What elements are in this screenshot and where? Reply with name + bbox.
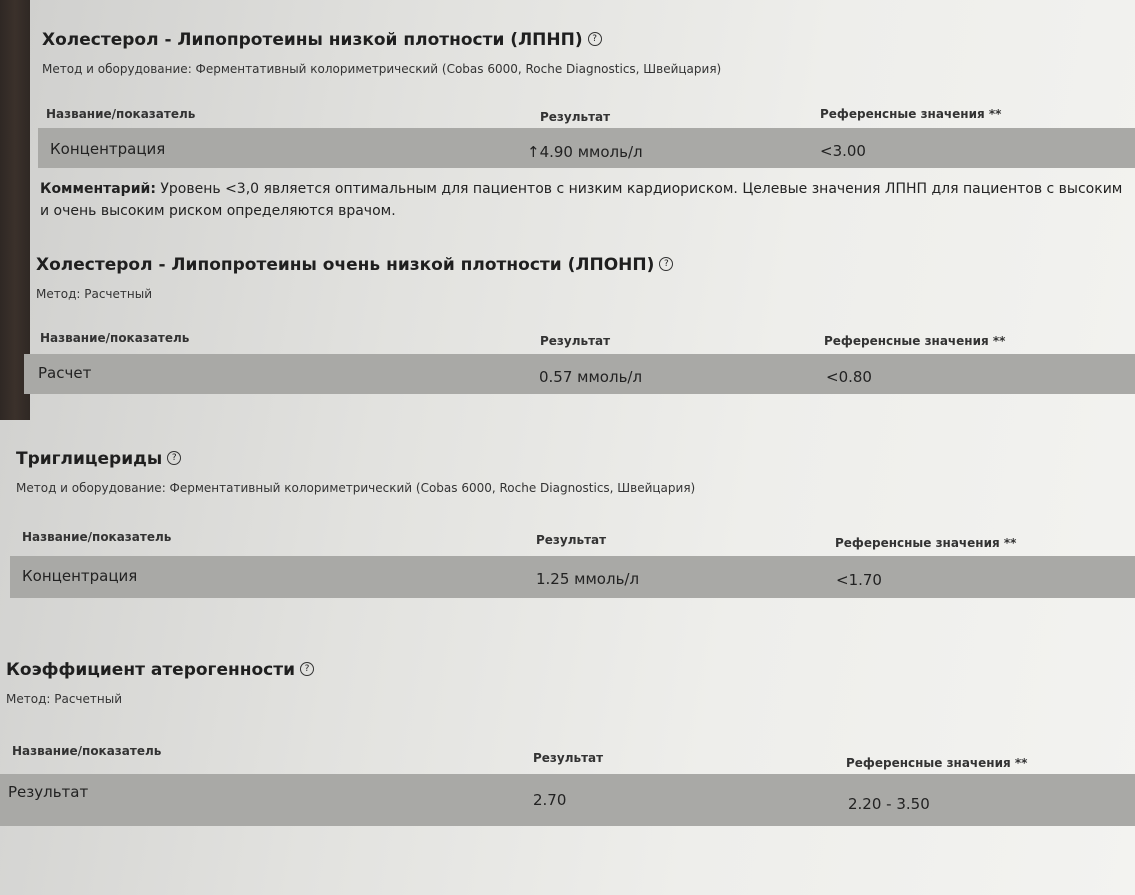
section-title-text: Холестерол - Липопротеины низкой плотности (ЛПНП) [42, 30, 583, 50]
col-header-result: Результат [540, 334, 611, 348]
section-title-text: Холестерол - Липопротеины очень низкой плотности (ЛПОНП) [36, 255, 655, 275]
help-icon[interactable]: ? [588, 32, 602, 46]
row-name-ldl: Концентрация [50, 140, 166, 158]
row-ref-atherogenic: 2.20 - 3.50 [848, 795, 930, 813]
col-header-result: Результат [536, 533, 607, 547]
section-title-text: Триглицериды [16, 449, 163, 469]
comment-label: Комментарий: [40, 181, 156, 197]
row-result-triglycerides: 1.25 ммоль/л [536, 570, 640, 588]
help-icon[interactable]: ? [300, 662, 314, 676]
col-header-reference: Референсные значения ** [820, 107, 1002, 121]
help-icon[interactable]: ? [659, 257, 673, 271]
row-result-vldl: 0.57 ммоль/л [539, 368, 643, 386]
section-title-ldl [42, 30, 721, 50]
row-name-atherogenic: Результат [8, 783, 89, 801]
row-ref-vldl: <0.80 [826, 368, 872, 386]
section-title-text: Коэффициент атерогенности [6, 660, 295, 680]
col-header-name: Название/показатель [46, 107, 196, 121]
method-atherogenic: Метод: Расчетный [6, 692, 122, 706]
help-icon[interactable]: ? [167, 451, 181, 465]
row-ref-triglycerides: <1.70 [836, 571, 882, 589]
triglycerides-section-header [16, 449, 695, 495]
col-header-result: Результат [533, 751, 604, 765]
section-title-atherogenic [6, 660, 314, 680]
atherogenic-section-header [6, 660, 314, 706]
col-header-result: Результат [540, 110, 611, 124]
comment-ldl [40, 178, 1135, 222]
row-ref-ldl: <3.00 [820, 142, 866, 160]
row-name-triglycerides: Концентрация [22, 567, 138, 585]
col-header-name: Название/показатель [40, 331, 190, 345]
vldl-section-header [36, 255, 673, 301]
col-header-name: Название/показатель [12, 744, 162, 758]
row-result-ldl: ↑4.90 ммоль/л [527, 143, 643, 161]
row-name-vldl: Расчет [38, 364, 92, 382]
col-header-reference: Референсные значения ** [824, 334, 1006, 348]
method-vldl: Метод: Расчетный [36, 287, 152, 301]
method-ldl: Метод и оборудование: Ферментативный колориметрический (Cobas 6000, Roche Diagnostics, Швейцария) [42, 62, 722, 76]
section-title-triglycerides [16, 449, 695, 469]
col-header-name: Название/показатель [22, 530, 172, 544]
table-row [0, 774, 1135, 826]
method-triglycerides: Метод и оборудование: Ферментативный колориметрический (Cobas 6000, Roche Diagnostics, Швейцария) [16, 481, 696, 495]
col-header-reference: Референсные значения ** [835, 536, 1017, 550]
row-result-atherogenic: 2.70 [533, 791, 567, 809]
ldl-section-header [42, 30, 721, 76]
col-header-reference: Референсные значения ** [846, 756, 1028, 770]
comment-text: Уровень <3,0 является оптимальным для пациентов с низким кардиориском. Целевые значения ЛПНП для пациентов с высоким и очень высоким риском определяются врачом. [40, 181, 1123, 219]
section-title-vldl [36, 255, 673, 275]
